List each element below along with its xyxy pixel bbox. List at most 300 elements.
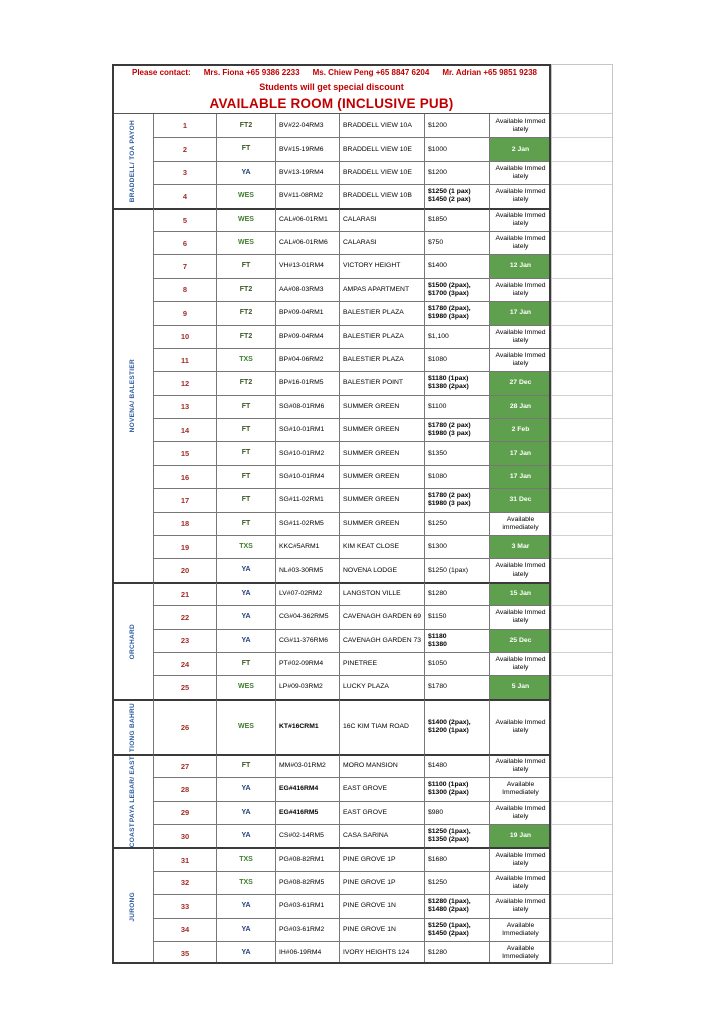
region-section xyxy=(112,114,613,208)
room-type-cell: YA xyxy=(217,777,276,800)
row-number-cell: 35 xyxy=(154,941,217,964)
building-cell: AMPAS APARTMENT xyxy=(340,278,425,301)
text-line: iately xyxy=(512,172,529,180)
room-type-cell: FT2 xyxy=(217,325,276,348)
availability-cell xyxy=(490,918,551,941)
table-row xyxy=(154,254,613,277)
building-cell: SUMMER GREEN xyxy=(340,465,425,488)
row-number-cell: 26 xyxy=(154,699,217,754)
building-cell: BRADDELL VIEW 10E xyxy=(340,137,425,160)
availability-cell xyxy=(490,395,551,418)
price-cell xyxy=(425,699,490,754)
price-cell xyxy=(425,535,490,558)
availability-cell xyxy=(490,254,551,277)
room-code-cell: BP#16-01RM5 xyxy=(276,371,340,394)
table-row xyxy=(154,801,613,824)
text-line: 27 Dec xyxy=(509,379,532,387)
row-number-cell: 29 xyxy=(154,801,217,824)
region-label: PAYA LEBAR/ EAST xyxy=(128,755,136,822)
text-line: 17 Jan xyxy=(509,472,532,480)
room-type-cell: YA xyxy=(217,801,276,824)
contact-label: Please contact: xyxy=(132,68,191,77)
price-cell xyxy=(425,208,490,231)
row-number-cell: 15 xyxy=(154,441,217,464)
contact-line xyxy=(112,68,551,77)
text-line: 17 Jan xyxy=(509,309,532,317)
text-line: 17 Jan xyxy=(509,449,532,457)
table-row xyxy=(154,161,613,184)
availability-cell xyxy=(490,824,551,847)
room-type-cell: FT2 xyxy=(217,301,276,324)
room-code-cell: CAL#06-01RM1 xyxy=(276,208,340,231)
building-cell: BRADDELL VIEW 10E xyxy=(340,161,425,184)
room-code-cell: PT#02-09RM4 xyxy=(276,652,340,675)
availability-cell xyxy=(490,675,551,698)
room-type-cell: FT xyxy=(217,418,276,441)
text-line: iately xyxy=(512,196,529,204)
room-type-cell: TXS xyxy=(217,348,276,371)
text-line: Available Immed xyxy=(495,874,546,882)
text-line: Available Immed xyxy=(495,212,546,220)
extra-empty-cell xyxy=(551,231,613,254)
availability-cell xyxy=(490,847,551,870)
table-row xyxy=(154,278,613,301)
text-line: immediately xyxy=(502,523,539,531)
price-cell xyxy=(425,582,490,605)
text-line: $1280 xyxy=(428,590,447,598)
price-cell xyxy=(425,941,490,964)
text-line: $980 xyxy=(428,808,444,816)
table-body xyxy=(112,114,613,964)
extra-empty-cell xyxy=(551,254,613,277)
text-line: iately xyxy=(512,336,529,344)
table-row xyxy=(154,114,613,137)
table-header xyxy=(112,64,613,114)
room-type-cell: YA xyxy=(217,824,276,847)
extra-empty-cell xyxy=(551,208,613,231)
text-line: Available Immed xyxy=(495,851,546,859)
room-code-cell: MM#03-01RM2 xyxy=(276,754,340,777)
availability-cell xyxy=(490,777,551,800)
room-code-cell: BP#09-04RM4 xyxy=(276,325,340,348)
room-type-cell: WES xyxy=(217,699,276,754)
price-cell xyxy=(425,418,490,441)
text-line: $1280 (1pax), xyxy=(428,898,471,906)
page-title: AVAILABLE ROOM (INCLUSIVE PUB) xyxy=(209,96,454,111)
extra-empty-cell xyxy=(551,301,613,324)
extra-empty-cell xyxy=(551,699,613,754)
text-line: Available Immed xyxy=(495,562,546,570)
table-row xyxy=(154,652,613,675)
text-line: Available xyxy=(506,781,535,789)
region-rows xyxy=(154,847,613,964)
extra-empty-cell xyxy=(551,418,613,441)
table-row xyxy=(154,441,613,464)
table-row xyxy=(154,558,613,581)
room-code-cell: CAL#06-01RM6 xyxy=(276,231,340,254)
table-row xyxy=(154,605,613,628)
text-line: $1350 (2pax) xyxy=(428,836,469,844)
availability-cell xyxy=(490,894,551,917)
text-line: $1500 (2pax), xyxy=(428,281,471,289)
price-cell xyxy=(425,348,490,371)
available-room-table xyxy=(112,64,613,964)
region-rows xyxy=(154,754,613,848)
building-cell: LANGSTON VILLE xyxy=(340,582,425,605)
extra-empty-cell xyxy=(551,325,613,348)
row-number-cell: 20 xyxy=(154,558,217,581)
room-type-cell: FT xyxy=(217,652,276,675)
availability-cell xyxy=(490,754,551,777)
row-number-cell: 27 xyxy=(154,754,217,777)
text-line: $1700 (3pax) xyxy=(428,289,469,297)
text-line: $1,100 xyxy=(428,332,449,340)
room-type-cell: FT xyxy=(217,395,276,418)
building-cell: NOVENA LODGE xyxy=(340,558,425,581)
text-line: iately xyxy=(512,906,529,914)
room-type-cell: YA xyxy=(217,894,276,917)
availability-cell xyxy=(490,605,551,628)
text-line: $1080 xyxy=(428,356,447,364)
text-line: Available xyxy=(506,944,535,952)
table-header-extra-cell xyxy=(551,64,613,114)
price-cell xyxy=(425,754,490,777)
text-line: Available xyxy=(506,515,535,523)
region-rows xyxy=(154,114,613,208)
row-number-cell: 16 xyxy=(154,465,217,488)
table-row xyxy=(154,231,613,254)
extra-empty-cell xyxy=(551,605,613,628)
building-cell: BALESTIER PLAZA xyxy=(340,348,425,371)
room-code-cell: LP#09-03RM2 xyxy=(276,675,340,698)
room-type-cell: TXS xyxy=(217,535,276,558)
text-line: $1480 (2pax) xyxy=(428,906,469,914)
extra-empty-cell xyxy=(551,941,613,964)
text-line: $1080 xyxy=(428,472,447,480)
room-type-cell: FT xyxy=(217,488,276,511)
availability-cell xyxy=(490,512,551,535)
room-type-cell: FT xyxy=(217,254,276,277)
availability-cell xyxy=(490,441,551,464)
room-code-cell: SG#11-02RM5 xyxy=(276,512,340,535)
row-number-cell: 30 xyxy=(154,824,217,847)
building-cell: BRADDELL VIEW 10B xyxy=(340,184,425,207)
room-type-cell: WES xyxy=(217,231,276,254)
text-line: $1980 (3pax) xyxy=(428,313,469,321)
price-cell xyxy=(425,512,490,535)
price-cell xyxy=(425,371,490,394)
availability-cell xyxy=(490,371,551,394)
extra-empty-cell xyxy=(551,137,613,160)
price-cell xyxy=(425,161,490,184)
building-cell: CALARASI xyxy=(340,231,425,254)
room-code-cell: KKC#5ARM1 xyxy=(276,535,340,558)
text-line: iately xyxy=(512,243,529,251)
room-code-cell: VH#13-01RM4 xyxy=(276,254,340,277)
extra-empty-cell xyxy=(551,754,613,777)
text-line: iately xyxy=(512,220,529,228)
text-line: 28 Jan xyxy=(509,402,532,410)
availability-cell xyxy=(490,301,551,324)
text-line: iately xyxy=(512,882,529,890)
region-section xyxy=(112,847,613,964)
table-row xyxy=(154,918,613,941)
room-code-cell: CG#04-362RM5 xyxy=(276,605,340,628)
room-type-cell: YA xyxy=(217,582,276,605)
text-line: Immediately xyxy=(502,789,539,797)
region-rows xyxy=(154,699,613,754)
text-line: $1200 xyxy=(428,121,447,129)
table-row xyxy=(154,418,613,441)
text-line: Available Immed xyxy=(495,656,546,664)
region-rows xyxy=(154,208,613,582)
contact-fiona: Mrs. Fiona +65 9386 2233 xyxy=(203,68,300,77)
text-line: Available xyxy=(506,921,535,929)
availability-cell xyxy=(490,208,551,231)
text-line: Available Immed xyxy=(495,719,546,727)
text-line: Available Immed xyxy=(495,351,546,359)
text-line: Available Immed xyxy=(495,804,546,812)
text-line: 2 Jan xyxy=(511,145,530,153)
region-label-cell xyxy=(112,847,154,964)
building-cell: LUCKY PLAZA xyxy=(340,675,425,698)
text-line: $1380 xyxy=(428,640,447,648)
room-type-cell: WES xyxy=(217,675,276,698)
extra-empty-cell xyxy=(551,871,613,894)
text-line: $1450 (2 pax) xyxy=(428,196,471,204)
room-code-cell: BP#09-04RM1 xyxy=(276,301,340,324)
extra-empty-cell xyxy=(551,582,613,605)
region-label-cell xyxy=(112,754,154,848)
room-code-cell: PG#08-82RM5 xyxy=(276,871,340,894)
availability-cell xyxy=(490,941,551,964)
text-line: $1000 xyxy=(428,145,447,153)
text-line: Available Immed xyxy=(495,188,546,196)
text-line: $1300 xyxy=(428,543,447,551)
room-code-cell: BP#04-06RM2 xyxy=(276,348,340,371)
table-row xyxy=(154,184,613,207)
extra-empty-cell xyxy=(551,801,613,824)
room-type-cell: WES xyxy=(217,208,276,231)
room-code-cell: BV#11-08RM2 xyxy=(276,184,340,207)
table-row xyxy=(154,488,613,511)
row-number-cell: 33 xyxy=(154,894,217,917)
extra-empty-cell xyxy=(551,675,613,698)
table-row xyxy=(154,395,613,418)
price-cell xyxy=(425,894,490,917)
text-line: 31 Dec xyxy=(509,496,532,504)
region-label: COAST xyxy=(128,822,136,848)
extra-empty-cell xyxy=(551,488,613,511)
table-row xyxy=(154,847,613,870)
table-row xyxy=(154,348,613,371)
row-number-cell: 2 xyxy=(154,137,217,160)
text-line: $1200 (1pax) xyxy=(428,727,469,735)
extra-empty-cell xyxy=(551,114,613,137)
availability-cell xyxy=(490,535,551,558)
room-code-cell: SG#08-01RM6 xyxy=(276,395,340,418)
extra-empty-cell xyxy=(551,894,613,917)
room-type-cell: YA xyxy=(217,941,276,964)
region-label-cell xyxy=(112,699,154,754)
text-line: 3 Mar xyxy=(511,543,530,551)
text-line: $1980 (3 pax) xyxy=(428,500,471,508)
price-cell xyxy=(425,301,490,324)
text-line: $1050 xyxy=(428,660,447,668)
table-row xyxy=(154,465,613,488)
room-code-cell: AA#08-03RM3 xyxy=(276,278,340,301)
availability-cell xyxy=(490,871,551,894)
room-code-cell: SG#11-02RM1 xyxy=(276,488,340,511)
text-line: $1400 xyxy=(428,262,447,270)
text-line: Available Immed xyxy=(495,758,546,766)
row-number-cell: 5 xyxy=(154,208,217,231)
price-cell xyxy=(425,395,490,418)
availability-cell xyxy=(490,161,551,184)
extra-empty-cell xyxy=(551,918,613,941)
contact-chiew-peng: Ms. Chiew Peng +65 8847 6204 xyxy=(312,68,430,77)
row-number-cell: 10 xyxy=(154,325,217,348)
extra-empty-cell xyxy=(551,652,613,675)
text-line: iately xyxy=(512,570,529,578)
text-line: Available Immed xyxy=(495,898,546,906)
text-line: Available Immed xyxy=(495,117,546,125)
text-line: $1780 xyxy=(428,683,447,691)
row-number-cell: 6 xyxy=(154,231,217,254)
price-cell xyxy=(425,824,490,847)
extra-empty-cell xyxy=(551,777,613,800)
row-number-cell: 25 xyxy=(154,675,217,698)
availability-cell xyxy=(490,114,551,137)
room-type-cell: FT2 xyxy=(217,371,276,394)
building-cell: SUMMER GREEN xyxy=(340,488,425,511)
text-line: $1280 xyxy=(428,949,447,956)
region-section xyxy=(112,208,613,582)
room-type-cell: FT2 xyxy=(217,114,276,137)
region-label-cell xyxy=(112,208,154,582)
table-row xyxy=(154,371,613,394)
table-row xyxy=(154,675,613,698)
text-line: $1980 (3 pax) xyxy=(428,430,471,438)
availability-cell xyxy=(490,801,551,824)
region-label-cell xyxy=(112,582,154,699)
text-line: iately xyxy=(512,125,529,133)
price-cell xyxy=(425,871,490,894)
room-type-cell: TXS xyxy=(217,847,276,870)
room-type-cell: FT xyxy=(217,137,276,160)
table-row xyxy=(154,871,613,894)
text-line: iately xyxy=(512,727,529,735)
building-cell: CALARASI xyxy=(340,208,425,231)
extra-empty-cell xyxy=(551,847,613,870)
room-code-cell: CS#02-14RM5 xyxy=(276,824,340,847)
extra-empty-cell xyxy=(551,348,613,371)
price-cell xyxy=(425,605,490,628)
row-number-cell: 1 xyxy=(154,114,217,137)
extra-empty-cell xyxy=(551,465,613,488)
price-cell xyxy=(425,652,490,675)
table-row xyxy=(154,535,613,558)
availability-cell xyxy=(490,278,551,301)
extra-empty-cell xyxy=(551,558,613,581)
room-code-cell: SG#10-01RM1 xyxy=(276,418,340,441)
building-cell: PINE GROVE 1P xyxy=(340,871,425,894)
text-line: Available Immed xyxy=(495,281,546,289)
room-type-cell: YA xyxy=(217,605,276,628)
region-label: JURONG xyxy=(128,892,136,922)
row-number-cell: 4 xyxy=(154,184,217,207)
text-line: $1780 (2 pax) xyxy=(428,492,471,500)
text-line: $1180 (1pax) xyxy=(428,375,469,383)
table-row xyxy=(154,894,613,917)
row-number-cell: 17 xyxy=(154,488,217,511)
building-cell: PINE GROVE 1N xyxy=(340,894,425,917)
text-line: $750 xyxy=(428,239,444,247)
text-line: iately xyxy=(512,289,529,297)
room-code-cell: CG#11-376RM6 xyxy=(276,629,340,652)
price-cell xyxy=(425,114,490,137)
room-type-cell: FT xyxy=(217,754,276,777)
table-row xyxy=(154,582,613,605)
text-line: iately xyxy=(512,617,529,625)
room-type-cell: FT xyxy=(217,441,276,464)
discount-note: Students will get special discount xyxy=(259,81,404,92)
room-code-cell: PG#03-61RM2 xyxy=(276,918,340,941)
table-row xyxy=(154,208,613,231)
extra-empty-cell xyxy=(551,184,613,207)
room-code-cell: NL#03-30RM5 xyxy=(276,558,340,581)
text-line: iately xyxy=(512,766,529,774)
text-line: $1180 xyxy=(428,632,447,640)
room-type-cell: YA xyxy=(217,558,276,581)
text-line: $1680 xyxy=(428,855,447,863)
room-code-cell: BV#15-19RM6 xyxy=(276,137,340,160)
availability-cell xyxy=(490,652,551,675)
text-line: 5 Jan xyxy=(511,683,530,691)
room-type-cell: FT xyxy=(217,512,276,535)
building-cell: CAVENAGH GARDEN 69 xyxy=(340,605,425,628)
availability-cell xyxy=(490,465,551,488)
text-line: Immediately xyxy=(502,929,539,937)
row-number-cell: 3 xyxy=(154,161,217,184)
price-cell xyxy=(425,801,490,824)
availability-cell xyxy=(490,325,551,348)
table-row xyxy=(154,325,613,348)
row-number-cell: 19 xyxy=(154,535,217,558)
text-line: Immediately xyxy=(502,953,539,961)
text-line: 12 Jan xyxy=(509,262,532,270)
table-row xyxy=(154,629,613,652)
row-number-cell: 13 xyxy=(154,395,217,418)
availability-cell xyxy=(490,582,551,605)
room-code-cell: SG#10-01RM4 xyxy=(276,465,340,488)
room-type-cell: YA xyxy=(217,161,276,184)
room-type-cell: FT2 xyxy=(217,278,276,301)
table-row xyxy=(154,137,613,160)
row-number-cell: 22 xyxy=(154,605,217,628)
row-number-cell: 21 xyxy=(154,582,217,605)
text-line: $1850 xyxy=(428,216,447,224)
text-line: $1150 xyxy=(428,613,447,621)
text-line: 19 Jan xyxy=(509,832,532,840)
price-cell xyxy=(425,629,490,652)
room-code-cell: EG#416RM5 xyxy=(276,801,340,824)
text-line: $1480 xyxy=(428,762,447,770)
text-line: $1300 (2pax) xyxy=(428,789,469,797)
text-line: $1100 xyxy=(428,402,447,410)
table-row xyxy=(154,301,613,324)
room-type-cell: TXS xyxy=(217,871,276,894)
